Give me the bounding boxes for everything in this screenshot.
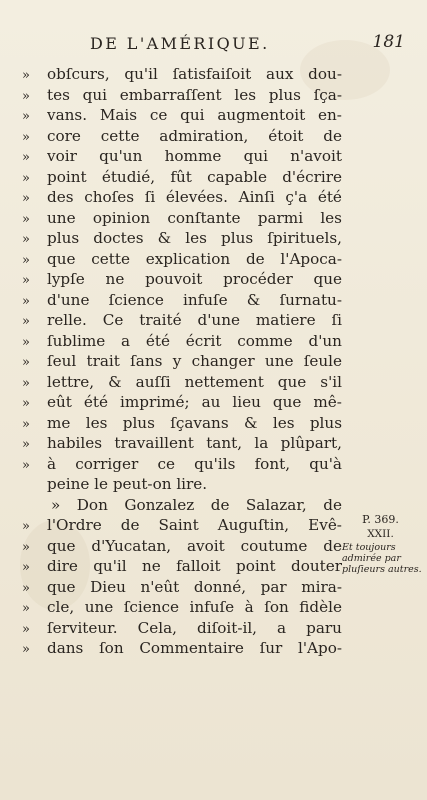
text-line bbox=[22, 310, 342, 331]
line-text: que Dieu n'eût donné, par mira- bbox=[47, 577, 342, 596]
text-line bbox=[22, 290, 342, 311]
line-text: l'Ordre de Saint Auguſtin, Evê- bbox=[47, 516, 342, 534]
quote-mark: » bbox=[22, 150, 30, 165]
text-line bbox=[22, 638, 342, 659]
quote-mark: » bbox=[22, 170, 30, 186]
quote-mark: » bbox=[22, 129, 30, 145]
line-text: peine le peut-on lire. bbox=[47, 475, 208, 493]
line-text: vans. Mais ce qui augmentoit en- bbox=[47, 106, 342, 124]
quote-mark: » bbox=[22, 580, 30, 596]
line-text: habiles travaillent tant, la plûpart, bbox=[47, 434, 342, 452]
text-line bbox=[22, 372, 342, 393]
text-line bbox=[22, 351, 342, 372]
line-text: à corriger ce qu'ils font, qu'à bbox=[47, 454, 342, 473]
line-text: lettre, & auſſi nettement que s'il bbox=[47, 372, 342, 391]
text-line bbox=[22, 515, 342, 536]
margin-reference: P. 369. bbox=[362, 513, 399, 526]
line-text: cle, une ſcience infuſe à ſon fidèle bbox=[47, 598, 342, 616]
text-line bbox=[22, 146, 342, 167]
quote-mark: » bbox=[22, 601, 30, 616]
page-header bbox=[70, 34, 405, 56]
text-line bbox=[22, 167, 342, 188]
line-text: eût été imprimé; au lieu que mê- bbox=[47, 393, 342, 411]
text-line bbox=[22, 413, 342, 434]
quote-mark: » bbox=[22, 109, 30, 124]
line-text: d'une ſcience infuſe & ſurnatu- bbox=[47, 290, 342, 309]
line-text: obſcurs, qu'il ſatisfaiſoit aux dou- bbox=[47, 65, 342, 83]
line-text: me les plus ſçavans & les plus bbox=[47, 413, 342, 432]
line-text: tes qui embarraſſent les plus ſça- bbox=[47, 85, 342, 104]
quote-mark: » bbox=[22, 334, 30, 350]
line-text: » Don Gonzalez de Salazar, de bbox=[51, 495, 342, 514]
line-text: dans ſon Commentaire ſur l'Apo- bbox=[47, 639, 342, 657]
quote-mark: » bbox=[22, 396, 30, 411]
quote-mark: » bbox=[22, 88, 30, 104]
line-text: que d'Yucatan, avoit coutume de bbox=[47, 536, 342, 555]
quote-mark: » bbox=[22, 519, 30, 534]
text-line bbox=[22, 536, 342, 557]
text-line bbox=[22, 433, 342, 454]
quote-mark: » bbox=[22, 68, 30, 83]
body-text bbox=[22, 64, 342, 659]
text-line bbox=[22, 392, 342, 413]
text-line bbox=[22, 556, 342, 577]
quote-mark: » bbox=[22, 252, 30, 268]
line-text: plus doctes & les plus ſpirituels, bbox=[47, 229, 342, 247]
quote-mark: » bbox=[22, 355, 30, 370]
running-title: DE L'AMÉRIQUE. bbox=[90, 34, 270, 53]
quote-mark: » bbox=[22, 416, 30, 432]
text-line bbox=[22, 126, 342, 147]
quote-mark: » bbox=[22, 375, 30, 391]
text-line bbox=[22, 208, 342, 229]
page-number: 181 bbox=[372, 32, 405, 52]
text-line bbox=[22, 474, 342, 495]
quote-mark: » bbox=[22, 273, 30, 288]
line-text: ſerviteur. Cela, diſoit-il, a paru bbox=[47, 618, 342, 637]
text-line bbox=[22, 64, 342, 85]
margin-description: Et toujours admirée par pluſieurs autres. bbox=[342, 542, 422, 575]
line-text: que cette explication de l'Apoca- bbox=[47, 249, 342, 268]
line-text: dire qu'il ne falloit point douter bbox=[47, 557, 342, 575]
quote-mark: » bbox=[22, 314, 30, 329]
quote-mark: » bbox=[22, 539, 30, 555]
line-text: point étudié, fût capable d'écrire bbox=[47, 167, 342, 186]
text-line bbox=[22, 85, 342, 106]
quote-mark: » bbox=[22, 232, 30, 247]
text-line bbox=[22, 331, 342, 352]
text-line bbox=[22, 269, 342, 290]
text-line bbox=[22, 618, 342, 639]
quote-mark: » bbox=[22, 457, 30, 473]
line-text: ſeul trait ſans y changer une ſeule bbox=[47, 352, 342, 370]
margin-chapter: XXII. bbox=[367, 528, 394, 540]
text-line bbox=[22, 577, 342, 598]
quote-mark: » bbox=[22, 437, 30, 452]
quote-mark: » bbox=[22, 211, 30, 227]
margin-note bbox=[338, 514, 423, 575]
line-text: une opinion conſtante parmi les bbox=[47, 208, 342, 227]
text-line bbox=[22, 228, 342, 249]
text-line bbox=[22, 249, 342, 270]
line-text: voir qu'un homme qui n'avoit bbox=[47, 147, 342, 165]
quote-mark: » bbox=[22, 642, 30, 657]
line-text: relle. Ce traité d'une matiere ſi bbox=[47, 311, 342, 329]
line-text: des choſes ſi élevées. Ainſi ç'a été bbox=[47, 188, 342, 206]
quote-mark: » bbox=[22, 293, 30, 309]
line-text: lypſe ne pouvoit procéder que bbox=[47, 270, 342, 288]
quote-mark: » bbox=[22, 560, 30, 575]
text-line bbox=[22, 454, 342, 475]
quote-mark: » bbox=[22, 621, 30, 637]
line-text: core cette admiration, étoit de bbox=[47, 126, 342, 145]
text-line bbox=[22, 495, 342, 516]
text-line bbox=[22, 105, 342, 126]
quote-mark: » bbox=[22, 191, 30, 206]
text-line bbox=[22, 597, 342, 618]
line-text: ſublime a été écrit comme d'un bbox=[47, 331, 342, 350]
text-line bbox=[22, 187, 342, 208]
